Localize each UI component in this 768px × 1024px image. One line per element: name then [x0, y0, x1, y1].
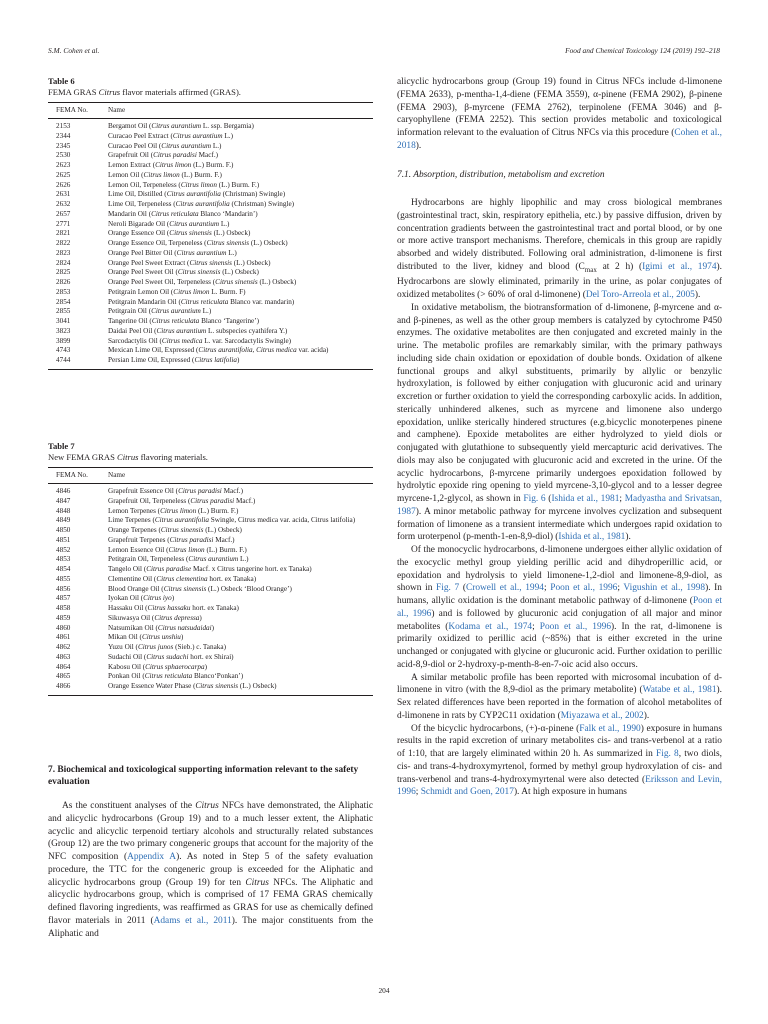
table-row [48, 268, 373, 278]
fema-number-cell: 4854 [56, 565, 71, 573]
fema-number-cell: 4859 [56, 613, 71, 622]
table-row [48, 278, 373, 288]
material-name-cell: Iyokan Oil (Citrus iyo) [108, 594, 175, 603]
material-name-cell: Tangelo Oil (Citrus paradise Macf. x Citrus tangerine hort. ex Tanaka) [108, 565, 312, 573]
citation-link[interactable]: Igimi et al., 1974 [642, 261, 717, 272]
material-name-cell: Lemon Oil (Citrus limon (L.) Burm. F.) [108, 170, 222, 179]
citation-link[interactable]: Cohen et al., 2018 [397, 128, 722, 151]
left-column-text [48, 800, 373, 940]
table-row [48, 682, 373, 695]
table-row [48, 142, 373, 152]
fema-number-cell: 2823 [56, 248, 71, 257]
fema-number-cell: 4866 [56, 682, 71, 690]
fema-number-cell: 4863 [56, 652, 71, 661]
table-row [48, 643, 373, 653]
table-row [48, 575, 373, 585]
table-row [48, 200, 373, 210]
citation-link[interactable]: Falk et al., 1990 [579, 723, 641, 734]
table6-caption: Table 6 FEMA GRAS Citrus flavor materials affirmed (GRAS). [48, 76, 373, 98]
right-column-text [397, 197, 722, 799]
running-header-authors: S.M. Cohen et al. [48, 46, 100, 55]
fema-number-cell: 4858 [56, 604, 71, 612]
fema-number-cell: 2626 [56, 180, 71, 189]
material-name-cell: Hassaku Oil (Citrus hassaku hort. ex Tanaka) [108, 604, 239, 612]
page-number: 204 [378, 986, 390, 995]
fema-number-cell: 4857 [56, 594, 71, 603]
material-name-cell: Lime Oil, Terpeneless (Citrus aurantifolia (Christman) Swingle) [108, 200, 295, 208]
table-row [48, 614, 373, 624]
fema-number-cell: 4847 [56, 496, 71, 505]
fema-number-cell: 2822 [56, 239, 71, 247]
table-row [48, 653, 373, 663]
material-name-cell: Petitgrain Lemon Oil (Citrus limon L. Burm. F) [108, 287, 246, 296]
material-name-cell: Orange Peel Sweet Oil, Terpeneless (Citrus sinensis (L.) Osbeck) [108, 278, 297, 286]
fema-number-cell: 3041 [56, 317, 71, 325]
table7-caption: Table 7 New FEMA GRAS Citrus flavoring materials. [48, 441, 373, 463]
material-name-cell: Petitgrain Oil, Terpeneless (Citrus aurantium L.) [108, 555, 249, 564]
table-row [48, 672, 373, 682]
citation-link[interactable]: Poon et al., 1996 [397, 596, 722, 619]
fema-number-cell: 4860 [56, 623, 71, 632]
table-row [48, 181, 373, 191]
table-row [48, 594, 373, 604]
fema-number-cell: 2345 [56, 141, 71, 150]
material-name-cell: Lime Oil, Distilled (Citrus aurantifolia (Christman) Swingle) [108, 190, 286, 199]
material-name-cell: Ponkan Oil (Citrus reticulata Blanco‘Ponkan’) [108, 672, 244, 681]
table-row [48, 555, 373, 565]
fema-number-cell: 2344 [56, 131, 71, 140]
table-row [48, 288, 373, 298]
material-name-cell: Grapefruit Oil, Terpeneless (Citrus paradisi Macf.) [108, 496, 256, 505]
table-row [48, 546, 373, 556]
fema-number-cell: 2855 [56, 307, 71, 316]
material-name-cell: Lemon Extract (Citrus limon (L.) Burm. F.) [108, 161, 234, 169]
fema-number-cell: 4849 [56, 516, 71, 525]
table-row [48, 497, 373, 507]
table-row [48, 536, 373, 546]
fema-number-cell: 4848 [56, 506, 71, 515]
citation-link[interactable]: Miyazawa et al., 2002 [560, 710, 644, 721]
citation-link[interactable]: Kodama et al., 1974 [448, 621, 533, 632]
subsection-heading: 7.1. Absorption, distribution, metabolism and excretion [397, 170, 605, 180]
citation-link[interactable]: Poon et al., 1996 [539, 621, 612, 632]
fema-number-cell: 4851 [56, 535, 71, 544]
table-row [48, 151, 373, 161]
table-row [48, 210, 373, 220]
table-row [48, 317, 373, 327]
fema-number-cell: 2826 [56, 278, 71, 286]
paragraph: Hydrocarbons are highly lipophilic and may cross biological membranes (gastrointestinal tract, skin, respiratory epithelia, etc.) by passive diffusion, driven by concentration gradients between the gastrointestinal tract and portal blood, or by one or more active transport mechanisms. Therefore, chemicals in this group are rapidly absorbed and widely distributed. Following oral administration, d-limonene is first distributed to the liver, kidney and blood ($C_{max}$ at 2 h) (Igimi et al., 1974). Hydrocarbons are slowly eliminated, primarily in the urine, as polar conjugates of oxidized metabolites (> 60% of oral d-limonene) (Del Toro-Arreola et al., 2005). [397, 198, 723, 301]
table-row [48, 249, 373, 259]
figure-link[interactable]: Fig. 6 [523, 494, 546, 505]
material-name-cell: Grapefruit Essence Oil (Citrus paradisi Macf.) [108, 487, 243, 495]
table6-header-name: Name [108, 103, 373, 119]
fema-number-cell: 2824 [56, 258, 71, 267]
figure-link[interactable]: Fig. 7 [436, 583, 460, 594]
table-row [48, 484, 373, 497]
table-row [48, 346, 373, 356]
material-name-cell: Orange Essence Oil, Terpeneless (Citrus sinensis (L.) Osbeck) [108, 239, 288, 247]
citation-link[interactable]: Adams et al., 2011 [153, 915, 232, 926]
material-name-cell: Orange Essence Oil (Citrus sinensis (L.) Osbeck) [108, 229, 251, 238]
material-name-cell: Yuzu Oil (Citrus junos (Sieb.) c. Tanaka) [108, 643, 226, 651]
table-row [48, 161, 373, 171]
material-name-cell: Orange Essence Water Phase (Citrus sinensis (L.) Osbeck) [108, 682, 277, 690]
table-row [48, 190, 373, 200]
material-name-cell: Grapefruit Oil (Citrus paradisi Macf.) [108, 151, 219, 160]
citation-link[interactable]: Madyastha and Srivatsan, 1987 [397, 494, 723, 517]
citation-link[interactable]: Appendix A [127, 852, 177, 862]
fema-number-cell: 2657 [56, 209, 71, 218]
fema-number-cell: 3823 [56, 326, 71, 335]
table6-header-fema: FEMA No. [48, 103, 108, 119]
table6-label: Table 6 [48, 76, 75, 86]
material-name-cell: Mikan Oil (Citrus unshiu) [108, 633, 184, 642]
table-row [48, 356, 373, 369]
table-row [48, 526, 373, 536]
paragraph: A similar metabolic profile has been reported with microsomal incubation of d-limonene in vitro (with the 8,9-diol as the primary metabolite) (Watabe et al., 1981). Sex related differences have been reported in the formation of alcohol metabolites of d-limonene in rats by CYP2C11 oxidation (Miyazawa et al., 2002). [397, 672, 722, 721]
material-name-cell: Blood Orange Oil (Citrus sinensis (L.) Osbeck ‘Blood Orange’) [108, 584, 292, 593]
fema-number-cell: 4852 [56, 545, 71, 554]
material-name-cell: Clementine Oil (Citrus clementina hort. ex Tanaka) [108, 574, 257, 583]
fema-number-cell: 3899 [56, 336, 71, 345]
material-name-cell: Sarcodactylis Oil (Citrus medica L. var. Sarcodactylis Swingle) [108, 336, 292, 345]
table7-header-name: Name [108, 468, 373, 484]
table-row [48, 132, 373, 142]
right-column-intro [397, 76, 722, 153]
fema-number-cell: 4853 [56, 555, 71, 564]
table-row [48, 585, 373, 595]
table-row [48, 259, 373, 269]
fema-number-cell: 2821 [56, 229, 71, 238]
material-name-cell: Bergamot Oil (Citrus aurantium L. ssp. Bergamia) [108, 122, 254, 130]
material-name-cell: Petitgrain Oil (Citrus aurantium L.) [108, 307, 212, 316]
table7-header-fema: FEMA No. [48, 468, 108, 484]
material-name-cell: Orange Terpenes (Citrus sinensis (L.) Osbeck) [108, 526, 242, 534]
table-row [48, 633, 373, 643]
material-name-cell: Curacao Peel Extract (Citrus aurantium L.) [108, 131, 233, 140]
fema-number-cell: 2530 [56, 151, 71, 160]
paragraph: alicyclic hydrocarbons group (Group 19) found in Citrus NFCs include d-limonene (FEMA 2633), p-mentha-1,4-diene (FEMA 3559), α-pinene (FEMA 2902), β-pinene (FEMA 2903), β-myrcene (FEMA 2762), terpinolene (FEMA 3046) and β-caryophyllene (FEMA 2252). This section provides metabolic and toxicological information relevant to the evaluation of Citrus NFCs via this procedure (Cohen et al., 2018). [397, 77, 722, 151]
material-name-cell: Natsumikan Oil (Citrus natsudaidai) [108, 623, 215, 632]
table-row [48, 220, 373, 230]
citation-link[interactable]: Watabe et al., 1981 [642, 685, 717, 696]
material-name-cell: Sikuwasya Oil (Citrus depressa) [108, 613, 202, 622]
material-name-cell: Lemon Oil, Terpeneless (Citrus limon (L.) Burm. F.) [108, 180, 260, 189]
table7 [48, 467, 373, 696]
citation-link[interactable]: Vigushin et al., 1998 [623, 583, 706, 594]
table6 [48, 102, 373, 370]
citation-link[interactable]: Ishida et al., 1981 [558, 532, 626, 543]
fema-number-cell: 4743 [56, 346, 71, 355]
fema-number-cell: 4865 [56, 672, 71, 681]
fema-number-cell: 4861 [56, 633, 71, 642]
citation-link[interactable]: Poon et al., 1996 [550, 583, 618, 594]
material-name-cell: Petitgrain Mandarin Oil (Citrus reticulata Blanco var. mandarin) [108, 297, 295, 306]
table-row [48, 516, 373, 526]
table-row [48, 119, 373, 132]
material-name-cell: Sudachi Oil (Citrus sudachi hort. ex Shirai) [108, 652, 234, 661]
fema-number-cell: 2632 [56, 200, 71, 208]
table-row [48, 624, 373, 634]
citation-link[interactable]: Crowell et al., 1994 [465, 583, 544, 594]
material-name-cell: Orange Peel Sweet Extract (Citrus sinensis (L.) Osbeck) [108, 258, 271, 267]
paragraph: Of the bicyclic hydrocarbons, (+)-α-pinene (Falk et al., 1990) exposure in humans results in the rapid excretion of urinary metabolites cis- and trans-verbenol at a ratio of 1:10, that are largely eliminated within 20 h. As summarized in Fig. 8, two diols, cis- and trans-4-hydroxymyrtenol, formed by methyl group hydroxylation of cis- and trans-verbenol and trans-4-hydroxymyrtenal were also detected (Eriksson and Levin, 1996; Schmidt and Goen, 2017). At high exposure in humans [397, 723, 723, 798]
material-name-cell: Lemon Terpenes (Citrus limon (L.) Burm. F.) [108, 506, 239, 515]
citation-link[interactable]: Ishida et al., 1981 [551, 494, 620, 505]
fema-number-cell: 2623 [56, 161, 71, 169]
table-row [48, 565, 373, 575]
table-row [48, 171, 373, 181]
material-name-cell: Lime Terpenes (Citrus aurantifolia Swingle, Citrus medica var. acida, Citrus latifolia) [108, 516, 356, 525]
material-name-cell: Mexican Lime Oil, Expressed (Citrus aurantifolia, Citrus medica var. acida) [108, 346, 329, 355]
fema-number-cell: 4864 [56, 662, 71, 671]
material-name-cell: Daidai Peel Oil (Citrus aurantium L. subspecies cyathifera Y.) [108, 326, 288, 335]
material-name-cell: Tangerine Oil (Citrus reticulata Blanco ‘Tangerine’) [108, 317, 260, 325]
fema-number-cell: 2825 [56, 268, 71, 277]
fema-number-cell: 4856 [56, 584, 71, 593]
table-row [48, 337, 373, 347]
fema-number-cell: 2854 [56, 297, 71, 306]
fema-number-cell: 4855 [56, 574, 71, 583]
material-name-cell: Lemon Essence Oil (Citrus limon (L.) Burm. F.) [108, 545, 247, 554]
citation-link[interactable]: Schmidt and Goen, 2017 [420, 787, 514, 798]
table-row [48, 663, 373, 673]
fema-number-cell: 2631 [56, 190, 71, 199]
fema-number-cell: 2153 [56, 122, 71, 130]
fema-number-cell: 2853 [56, 287, 71, 296]
citation-link[interactable]: Eriksson and Levin, 1996 [397, 774, 722, 798]
paragraph: In oxidative metabolism, the biotransformation of d-limonene, β-myrcene and α- and β-pinenes, as well as the other group members is catalyzed by cytochrome P450 enzymes. The oxidative metabolites are then conjugated and excreted mainly in the urine. The metabolic profiles are remarkably similar, with the primary pathways including side chain oxidation or epoxidation of double bonds. Oxidation of alkene functional groups and alkyl substituents, primarily by allylic or benzylic hydroxylation, is followed by either conjugation with glucuronic acid and urinary excretion or further oxidation to yield the corresponding carboxylic acids. In addition, sterically unhindered alkenes, such as myrcene and limonene also undergo epoxidation, unlike sterically hindered structures (e.g.bicyclic monoterpenes pinene and camphene). Epoxide metabolites are either hydrolyzed to yield diols or conjugated with glutathione to subsequently yield mercapturic acid derivatives. The diols may also be conjugated with glucuronic acid and excreted in the urine. Of the acyclic hydrocarbons, β-myrcene primarily undergoes epoxidation followed by hydrolytic epoxide ring opening to yield myrcene-3,10-glycol and to a lesser degree myrcene-1,2-glycol, as shown in Fig. 6 (Ishida et al., 1981; Madyastha and Srivatsan, 1987). A minor metabolic pathway for myrcene involves cyclization and subsequent formation of limonene as a transient intermediate which undergoes rapid oxidation to form uroterpenol (p-menth-1-en-8,9-diol) (Ishida et al., 1981). [397, 302, 723, 543]
figure-link[interactable]: Fig. 8 [656, 749, 679, 760]
material-name-cell: Curacao Peel Oil (Citrus aurantium L.) [108, 141, 222, 150]
fema-number-cell: 4850 [56, 526, 71, 534]
table-row [48, 229, 373, 239]
citation-link[interactable]: Del Toro-Arreola et al., 2005 [585, 290, 695, 301]
table7-label: Table 7 [48, 441, 75, 451]
material-name-cell: Grapefruit Terpenes (Citrus paradisi Macf.) [108, 535, 235, 544]
paragraph: As the constituent analyses of the Citrus NFCs have demonstrated, the Aliphatic and alicyclic hydrocarbons (Group 19) and to a much lesser extent, the Aliphatic acyclic and alicyclic terpenoid tertiary alcohols and structurally related substances (Group 12) are the two primary congeneric groups that account for the majority of the NFC composition (Appendix A). As noted in Step 5 of the safety evaluation procedure, the TTC for the congeneric group is exceeded for the Aliphatic and alicyclic hydrocarbons group (Group 19) for ten Citrus NFCs. The Aliphatic and alicyclic hydrocarbons group, which is comprised of 17 FEMA GRAS chemically defined flavoring ingredients, was reaffirmed as GRAS for use as chemically defined flavor materials in 2011 (Adams et al., 2011). The major constituents from the Aliphatic and [48, 801, 374, 939]
paragraph: Of the monocyclic hydrocarbons, d-limonene undergoes either allylic oxidation of the exocyclic methyl group yielding perillic acid and dihydroperillic acid, or epoxidation and hydrolysis to yield limonene-1,2-diol and limonene-8,9-diol, as shown in Fig. 7 (Crowell et al., 1994; Poon et al., 1996; Vigushin et al., 1998). In humans, allylic oxidation is the dominant metabolic pathway of d-limonene (Poon et al., 1996) and is followed by glucuronic acid conjugation of all major and minor metabolites (Kodama et al., 1974; Poon et al., 1996). In the rat, d-limonene is primarily oxidized to perillic acid (~85%) that is either excreted in the urine unchanged or conjugated with glycine or glucuronic acid. Further oxidation to perillic acid-8,9-diol or 2-hydroxy-p-menth-8-en-7-oic acid also occurs. [397, 545, 722, 670]
material-name-cell: Orange Peel Sweet Oil (Citrus sinensis (L.) Osbeck) [108, 268, 259, 277]
fema-number-cell: 2625 [56, 170, 71, 179]
material-name-cell: Neroli Bigarade Oil (Citrus aurantium L.) [108, 219, 230, 228]
running-header-journal: Food and Chemical Toxicology 124 (2019) 192–218 [565, 46, 720, 55]
table-row [48, 604, 373, 614]
table-row [48, 507, 373, 517]
fema-number-cell: 4744 [56, 356, 71, 364]
material-name-cell: Persian Lime Oil, Expressed (Citrus latifolia) [108, 356, 240, 364]
table-row [48, 298, 373, 308]
fema-number-cell: 2771 [56, 219, 71, 228]
fema-number-cell: 4846 [56, 487, 71, 495]
material-name-cell: Kabosu Oil (Citrus sphaerocarpa) [108, 662, 207, 671]
table-row [48, 239, 373, 249]
material-name-cell: Orange Peel Bitter Oil (Citrus aurantium L.) [108, 248, 237, 257]
fema-number-cell: 4862 [56, 643, 71, 651]
table-row [48, 327, 373, 337]
table-row [48, 307, 373, 317]
material-name-cell: Mandarin Oil (Citrus reticulata Blanco ‘Mandarin’) [108, 209, 258, 218]
section-heading: 7. Biochemical and toxicological supporting information relevant to the safety evaluation [48, 765, 359, 787]
